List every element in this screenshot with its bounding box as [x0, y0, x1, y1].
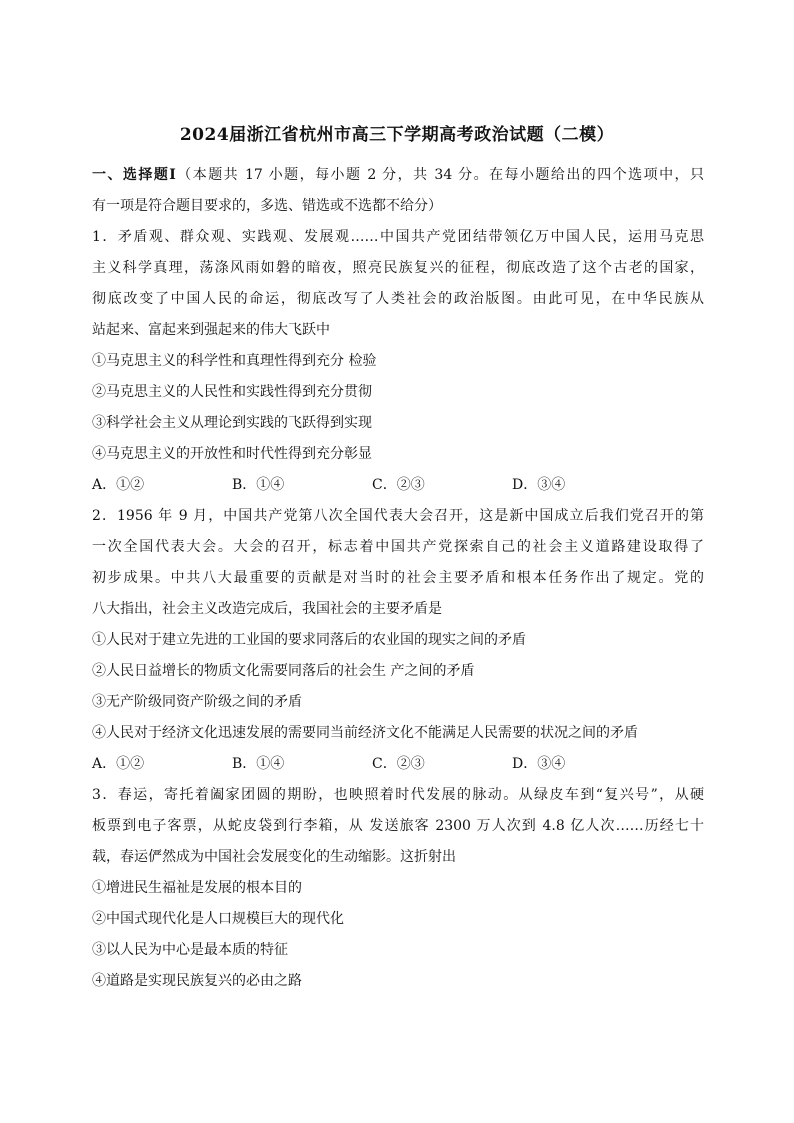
question-stem-line: 板票到电子客票，从蛇皮袋到行李箱，从 发送旅客 2300 万人次到 4.8 亿人次……历经七十 [92, 818, 704, 834]
exam-content [92, 160, 704, 997]
question-stem-line: 彻底改变了中国人民的命运，彻底改写了人类社会的政治版图。由此可见，在中华民族从 [92, 291, 704, 307]
answer-choice-b: B．①④ [232, 477, 285, 493]
question-stem-line: 主义科学真理，荡涤风雨如磐的暗夜，照亮民族复兴的征程，彻底改造了这个古老的国家， [92, 260, 704, 276]
question-3 [92, 780, 704, 997]
section-heading: 一、选择题Ⅰ [92, 167, 178, 183]
question-stem-line: 3．春运，寄托着阖家团圆的期盼，也映照着时代发展的脉动。从绿皮车到“复兴号”，从硬 [92, 787, 704, 803]
question-stem-line: 八大指出，社会主义改造完成后，我国社会的主要矛盾是 [92, 601, 442, 617]
question-option: ④人民对于经济文化迅速发展的需要同当前经济文化不能满足人民需要的状况之间的矛盾 [92, 725, 638, 741]
question-2 [92, 501, 704, 780]
question-option: ①增进民生福祉是发展的根本目的 [92, 880, 302, 896]
question-option: ③以人民为中心是最本质的特征 [92, 942, 288, 958]
question-1 [92, 222, 704, 501]
question-stem-line: 2．1956 年 9 月，中国共产党第八次全国代表大会召开，这是新中国成立后我们党召开的第 [92, 508, 704, 524]
question-option: ①马克思主义的科学性和真理性得到充分 检验 [92, 353, 377, 369]
answer-choices [92, 470, 704, 501]
answer-choices [92, 749, 704, 780]
question-option: ④马克思主义的开放性和时代性得到充分彰显 [92, 446, 372, 462]
answer-choice-a: A．①② [92, 477, 145, 493]
question-option: ④道路是实现民族复兴的必由之路 [92, 973, 302, 989]
answer-choice-c: C．②③ [372, 477, 425, 493]
question-option: ③科学社会主义从理论到实践的飞跃得到实现 [92, 415, 372, 431]
answer-choice-b: B．①④ [232, 756, 285, 772]
answer-choice-a: A．①② [92, 756, 145, 772]
section-instruction-line-2: 有一项是符合题目要求的，多选、错选或不选都不给分） [92, 198, 442, 214]
question-option: ②中国式现代化是人口规模巨大的现代化 [92, 911, 344, 927]
answer-choice-d: D．③④ [512, 477, 566, 493]
question-option: ③无产阶级同资产阶级之间的矛盾 [92, 694, 302, 710]
question-option: ①人民对于建立先进的工业国的要求同落后的农业国的现实之间的矛盾 [92, 632, 526, 648]
question-stem-line: 1．矛盾观、群众观、实践观、发展观……中国共产党团结带领亿万中国人民，运用马克思 [92, 229, 704, 245]
answer-choice-d: D．③④ [512, 756, 566, 772]
question-option: ②人民日益增长的物质文化需要同落后的社会生 产之间的矛盾 [92, 663, 475, 679]
question-stem-line: 一次全国代表大会。大会的召开，标志着中国共产党探索自己的社会主义道路建设取得了 [92, 539, 704, 555]
question-stem-line: 载，春运俨然成为中国社会发展变化的生动缩影。这折射出 [92, 849, 456, 865]
question-stem-line: 站起来、富起来到强起来的伟大飞跃中 [92, 322, 330, 338]
section-header [92, 160, 704, 191]
question-stem-line: 初步成果。中共八大最重要的贡献是对当时的社会主要矛盾和根本任务作出了规定。党的 [92, 570, 704, 586]
answer-choice-c: C．②③ [372, 756, 425, 772]
page-title: 2024届浙江省杭州市高三下学期高考政治试题（二模） [179, 125, 615, 145]
section-instruction-line-1: （本题共 17 小题，每小题 2 分，共 34 分。在每小题给出的四个选项中，只 [177, 167, 704, 183]
question-option: ②马克思主义的人民性和实践性得到充分贯彻 [92, 384, 372, 400]
